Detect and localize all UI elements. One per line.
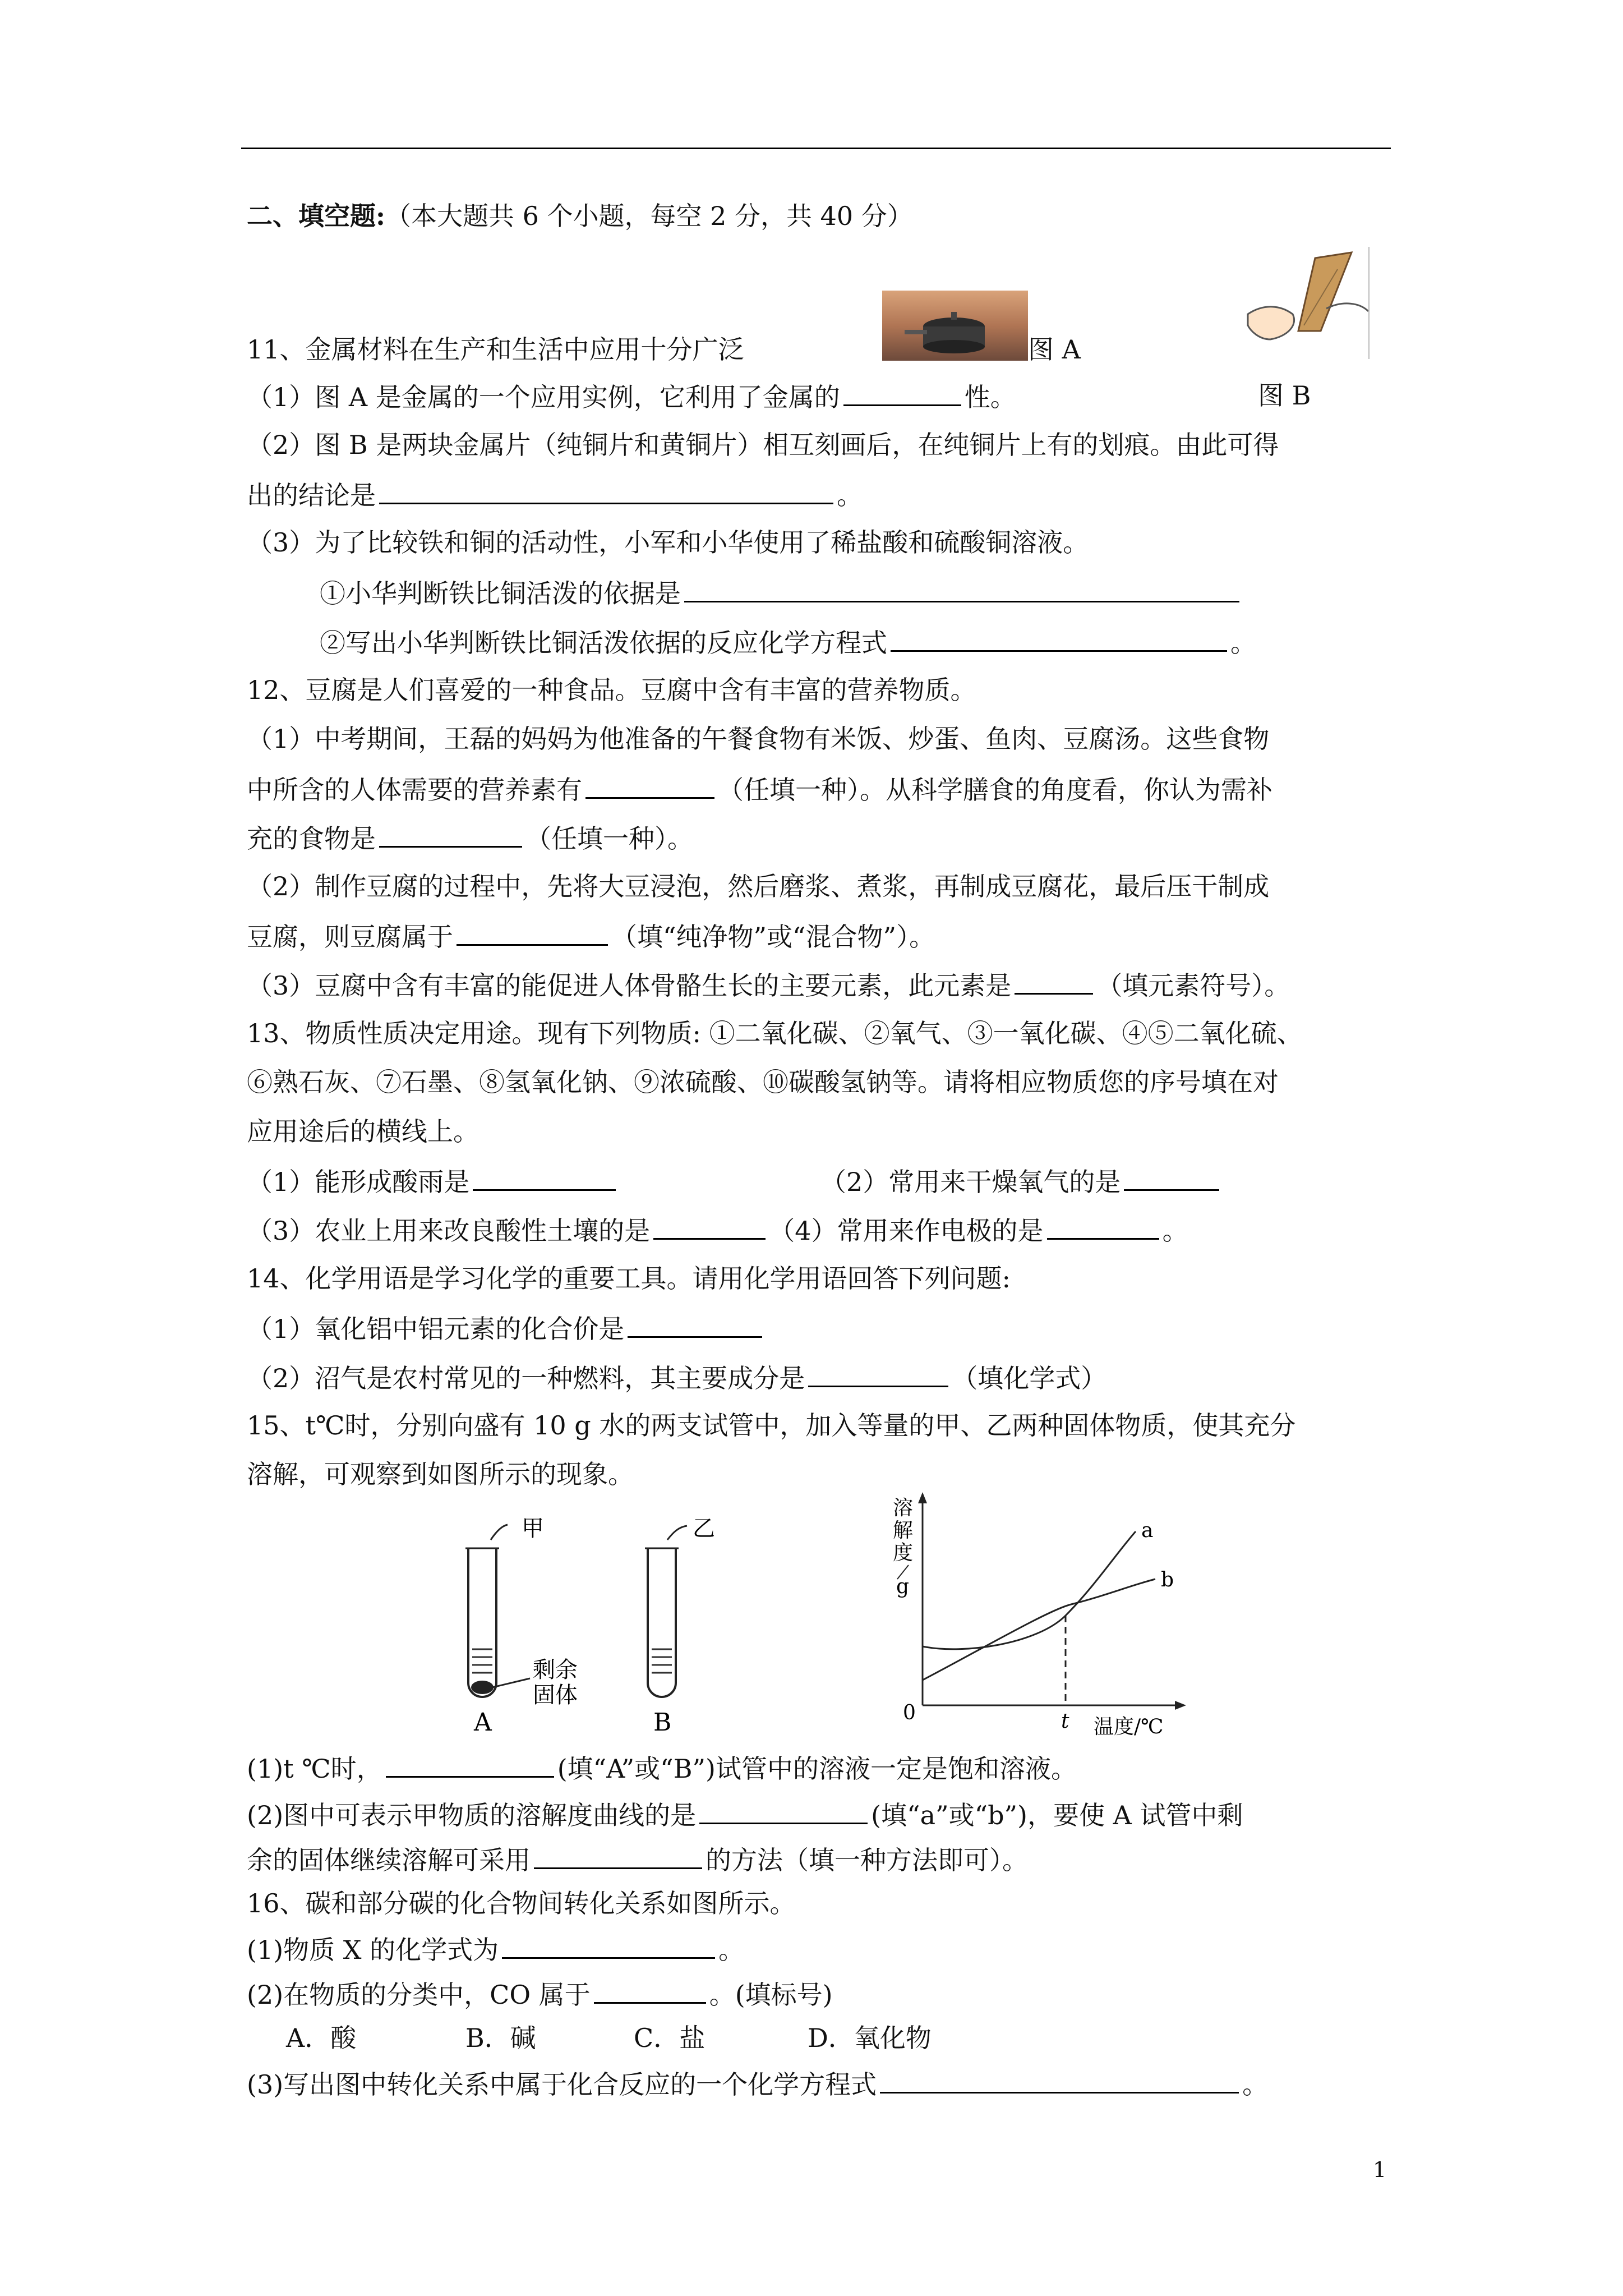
answer-blank[interactable] <box>386 1750 554 1778</box>
q12-part3: （3）豆腐中含有丰富的能促进人体骨骼生长的主要元素，此元素是 （填元素符号）。 <box>247 967 1290 1002</box>
test-tubes-figure <box>437 1509 751 1733</box>
answer-blank[interactable] <box>585 771 714 799</box>
q16-intro: 16、碳和部分碳的化合物间转化关系如图所示。 <box>247 1888 796 1918</box>
label-jia: 甲 <box>522 1516 544 1542</box>
page-number: 1 <box>1373 2157 1387 2182</box>
answer-blank[interactable] <box>843 379 961 406</box>
y-label-1: 溶 <box>893 1497 914 1520</box>
answer-blank[interactable] <box>1015 967 1093 995</box>
answer-blank[interactable] <box>891 624 1227 652</box>
answer-blank[interactable] <box>1047 1212 1159 1240</box>
answer-blank[interactable] <box>653 1212 766 1240</box>
answer-blank[interactable] <box>379 820 522 848</box>
q16-part1: (1)物质 X 的化学式为 。 <box>247 1931 744 1967</box>
q14-intro: 14、化学用语是学习化学的重要工具。请用化学用语回答下列问题: <box>247 1263 1011 1294</box>
q15-part2-line1: (2)图中可表示甲物质的溶解度曲线的是 (填“a”或“b”)，要使 A 试管中剩 <box>247 1797 1243 1832</box>
q13-answer2: （2）常用来干燥氧气的是 <box>820 1163 1223 1199</box>
answer-blank[interactable] <box>808 1360 948 1387</box>
curve-b-label: b <box>1161 1568 1174 1591</box>
q11-part1: （1）图 A 是金属的一个应用实例，它利用了金属的 性。 <box>247 379 1016 414</box>
q11-part2-line2: 出的结论是 。 <box>247 477 863 512</box>
figure-b-scratch-image <box>1237 247 1371 359</box>
answer-blank[interactable] <box>534 1842 702 1869</box>
test-tube-a <box>465 1525 530 1697</box>
answer-blank[interactable] <box>880 2066 1239 2093</box>
q16-option-a: A．酸 <box>286 2023 357 2053</box>
figure-a-pot-image <box>882 291 1028 361</box>
y-label-4: g <box>896 1575 910 1598</box>
q15-part2-line2: 余的固体继续溶解可采用 的方法（填一种方法即可）。 <box>247 1842 1028 1877</box>
q16-part2: (2)在物质的分类中，CO 属于 。(填标号) <box>247 1976 833 2012</box>
q16-part3: (3)写出图中转化关系中属于化合反应的一个化学方程式 。 <box>247 2066 1268 2101</box>
q13-line1: 13、物质性质决定用途。现有下列物质: ①二氧化碳、②氧气、③一氧化碳、④⑤二氧化硫、 <box>247 1018 1303 1048</box>
answer-blank[interactable] <box>379 477 833 504</box>
q15-line1: 15、t℃时，分别向盛有 10 g 水的两支试管中，加入等量的甲、乙两种固体物质，使其充分 <box>247 1410 1296 1441</box>
q13-answer1: （1）能形成酸雨是 <box>247 1163 619 1199</box>
q12-part2-line1: （2）制作豆腐的过程中，先将大豆浸泡，然后磨浆、煮浆，再制成豆腐花，最后压干制成 <box>247 871 1270 901</box>
answer-blank[interactable] <box>628 1310 762 1338</box>
q14-part1: （1）氧化铝中铝元素的化合价是 <box>247 1310 766 1346</box>
q16-option-c: C．盐 <box>634 2023 706 2053</box>
q14-part2: （2）沼气是农村常见的一种燃料，其主要成分是 （填化学式） <box>247 1360 1106 1395</box>
label-residue-line2: 固体 <box>533 1682 578 1708</box>
label-residue-line1: 剩余 <box>533 1657 578 1683</box>
q16-option-d: D．氧化物 <box>808 2023 932 2053</box>
answer-blank[interactable] <box>1124 1163 1219 1191</box>
q11-intro: 11、金属材料在生产和生活中应用十分广泛 <box>247 334 744 365</box>
curve-a <box>923 1531 1136 1649</box>
q13-answer3: （3）农业上用来改良酸性土壤的是 （4）常用来作电极的是 。 <box>247 1212 1188 1248</box>
answer-blank[interactable] <box>699 1797 868 1824</box>
x-axis-label: 温度/℃ <box>1094 1715 1164 1738</box>
answer-blank[interactable] <box>473 1163 616 1191</box>
q12-part1-line2: 中所含的人体需要的营养素有 （任填一种）。从科学膳食的角度看，你认为需补 <box>247 771 1272 807</box>
label-yi: 乙 <box>693 1516 715 1542</box>
q15-line2: 溶解，可观察到如图所示的现象。 <box>247 1459 634 1489</box>
q13-line3: 应用途后的横线上。 <box>247 1116 479 1147</box>
answer-blank[interactable] <box>457 918 608 946</box>
origin-label: 0 <box>903 1701 916 1724</box>
q13-line2: ⑥熟石灰、⑦石墨、⑧氢氧化钠、⑨浓硫酸、⑩碳酸氢钠等。请将相应物质您的序号填在对 <box>247 1067 1279 1097</box>
figure-b-label: 图 B <box>1258 380 1311 411</box>
q11-part3-1: ①小华判断铁比铜活泼的依据是 <box>320 575 1243 610</box>
header-rule <box>241 148 1391 149</box>
q11-part3: （3）为了比较铁和铜的活动性，小军和小华使用了稀盐酸和硫酸铜溶液。 <box>247 527 1089 558</box>
section-heading: 二、填空题:（本大题共 6 个小题，每空 2 分，共 40 分） <box>247 201 913 231</box>
curve-a-label: a <box>1141 1519 1154 1542</box>
label-tube-b: B <box>653 1708 672 1733</box>
q12-part1-line3: 充的食物是 （任填一种）。 <box>247 820 693 855</box>
y-label-3: 度 <box>893 1542 914 1565</box>
answer-blank[interactable] <box>684 575 1239 602</box>
answer-blank[interactable] <box>594 1976 706 2004</box>
q12-part1-line1: （1）中考期间，王磊的妈妈为他准备的午餐食物有米饭、炒蛋、鱼肉、豆腐汤。这些食物 <box>247 724 1270 754</box>
answer-blank[interactable] <box>502 1931 715 1959</box>
label-tube-a: A <box>474 1708 492 1733</box>
t-label: t <box>1061 1710 1069 1733</box>
curve-b <box>923 1579 1155 1680</box>
q11-part3-2: ②写出小华判断铁比铜活泼依据的反应化学方程式 。 <box>320 624 1256 660</box>
q16-option-b: B．碱 <box>465 2023 536 2053</box>
q12-part2-line2: 豆腐，则豆腐属于 （填“纯净物”或“混合物”）。 <box>247 918 935 954</box>
q15-part1: (1)t ℃时， (填“A”或“B”)试管中的溶液一定是饱和溶液。 <box>247 1750 1077 1786</box>
figure-a-label: 图 A <box>1028 334 1081 365</box>
q12-intro: 12、豆腐是人们喜爱的一种食品。豆腐中含有丰富的营养物质。 <box>247 675 976 705</box>
y-label-2: 解 <box>893 1519 914 1542</box>
solubility-curve-figure <box>880 1487 1195 1739</box>
q11-part2-line1: （2）图 B 是两块金属片（纯铜片和黄铜片）相互刻画后，在纯铜片上有的划痕。由此可得 <box>247 430 1279 460</box>
test-tube-b <box>645 1526 687 1697</box>
